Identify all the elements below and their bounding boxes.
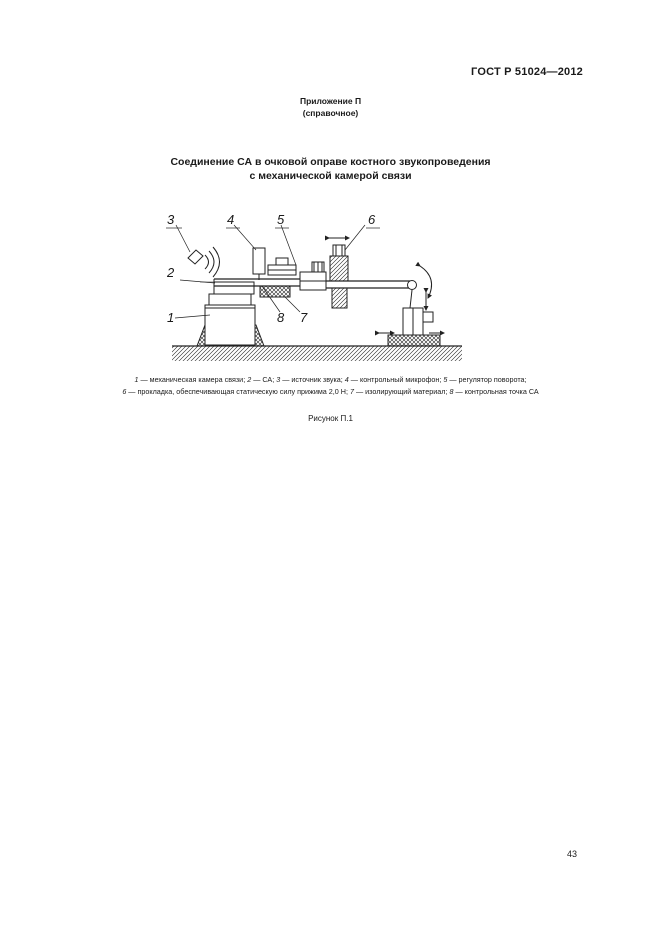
legend-num: 4 <box>344 375 349 384</box>
legend-text: — СА; <box>251 375 277 384</box>
stand-knob <box>423 312 433 322</box>
legend-num: 7 <box>349 387 354 396</box>
pressure-pad-column <box>330 256 348 281</box>
standard-number: ГОСТ Р 51024—2012 <box>471 66 583 78</box>
technical-diagram <box>0 0 661 380</box>
legend-num: 1 <box>134 375 139 384</box>
diagram-label-3: 3 <box>167 212 175 227</box>
legend-line2 <box>30 386 631 397</box>
legend-text: — изолирующий материал; <box>353 387 450 396</box>
legend-text: — прокладка, обеспечивающая статическую силу прижима 2,0 Н; <box>126 387 350 396</box>
legend-text: — источник звука; <box>280 375 345 384</box>
control-microphone <box>253 248 265 274</box>
legend-text: — регулятор поворота; <box>447 375 527 384</box>
legend-num: 3 <box>276 375 281 384</box>
diagram-label-8: 8 <box>277 310 285 325</box>
isolating-material <box>260 286 290 297</box>
diagram-label-7: 7 <box>300 310 308 325</box>
diagram-label-1: 1 <box>167 310 175 325</box>
diagram-label-2: 2 <box>167 265 175 280</box>
pressure-pad-lower <box>332 288 347 308</box>
legend-num: 6 <box>122 387 127 396</box>
figure-title-line2: с механической камерой связи <box>249 170 412 182</box>
stand-base <box>388 335 440 346</box>
legend-num: 5 <box>443 375 448 384</box>
bone-vibrator <box>214 282 254 294</box>
figure-title-line1: Соединение СА в очковой оправе костного звукопроведения <box>170 156 491 168</box>
legend-num: 8 <box>449 387 454 396</box>
diagram-label-5: 5 <box>277 212 285 227</box>
sound-source <box>188 250 203 264</box>
ground-hatch <box>172 346 462 361</box>
annex-subtitle: (справочное) <box>302 108 359 118</box>
diagram-label-4: 4 <box>227 212 235 227</box>
diagram-label-6: 6 <box>368 212 376 227</box>
legend-num: 2 <box>247 375 252 384</box>
figure-caption: Рисунок П.1 <box>308 414 353 423</box>
legend-text: — механическая камера связи; <box>138 375 248 384</box>
legend-text: — контрольная точка СА <box>453 387 539 396</box>
annex-title: Приложение П <box>299 96 362 106</box>
legend-text: — контрольный микрофон; <box>348 375 444 384</box>
legend-line1 <box>30 374 631 385</box>
page-number: 43 <box>566 849 577 859</box>
coupler-body <box>205 305 255 345</box>
pivot-joint <box>408 281 417 290</box>
coupler-top <box>209 294 251 305</box>
